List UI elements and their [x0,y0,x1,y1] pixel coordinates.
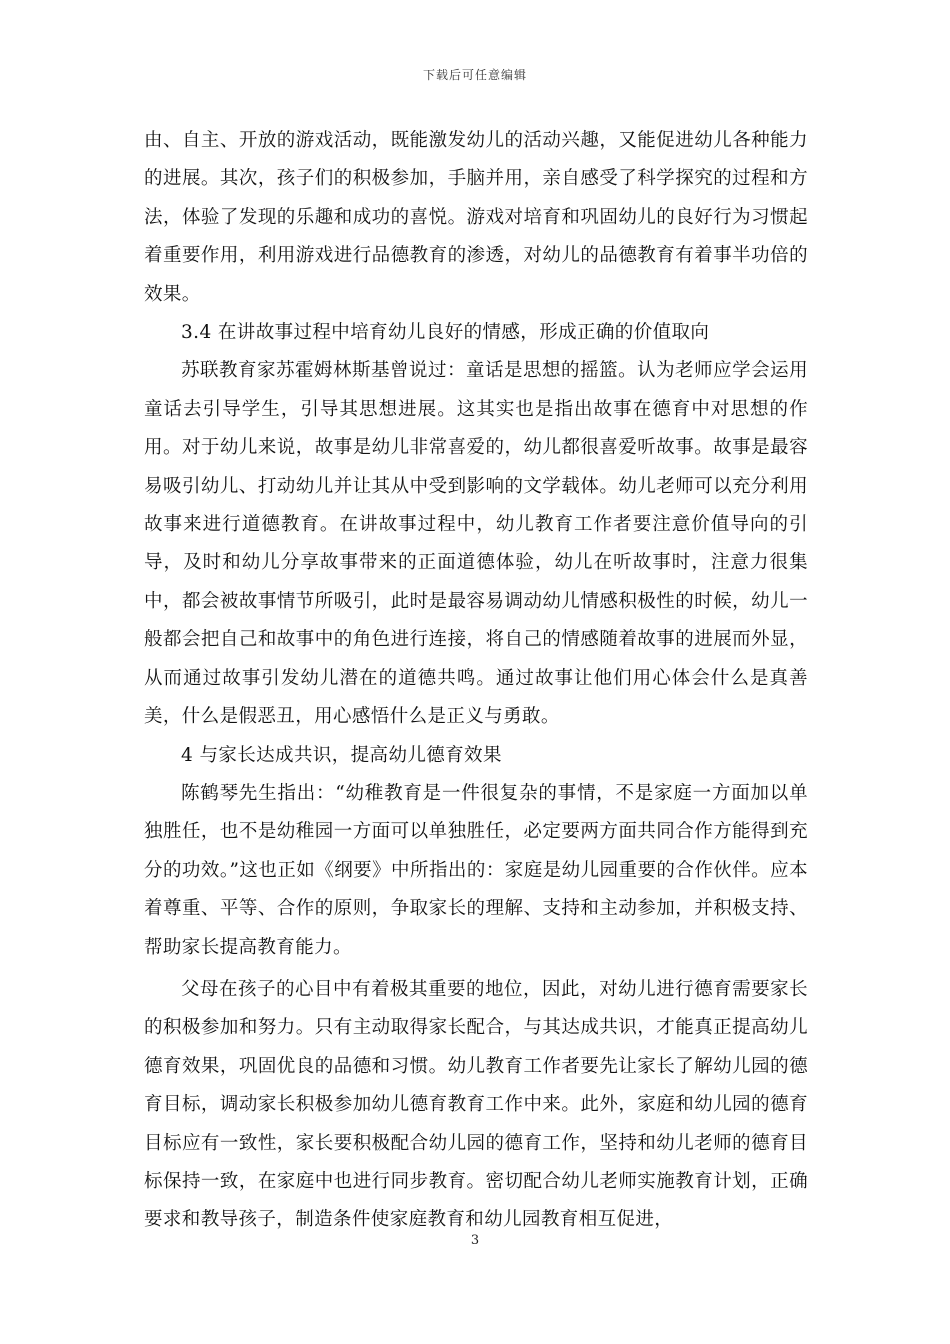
page-header: 下载后可任意编辑 [422,68,527,82]
paragraph-continuation: 由、自主、开放的游戏活动，既能激发幼儿的活动兴趣，又能促进幼儿各种能力的进展。其次，孩子们的积极参加，手脑并用，亲自感受了科学探究的过程和方法，体验了发现的乐趣和成功的喜悦。游戏对培育和巩固幼儿的良好行为习惯起着重要作用，利用游戏进行品德教育的渗透，对幼儿的品德教育有着事半功倍的效果。 [144,130,808,305]
paragraph-chen-heqin-quote: 陈鹤琴先生指出：“幼稚教育是一件很复杂的事情，不是家庭一方面加以单独胜任，也不是幼稚园一方面可以单独胜任，必定要两方面共同合作方能得到充分的功效。”这也正如《纲要》中所指出的：家庭是幼儿园重要的合作伙伴。应本着尊重、平等、合作的原则，争取家长的理解、支持和主动参加，并积极支持、帮助家长提高教育能力。 [144,782,808,958]
page-number: 3 [470,1233,480,1248]
document-body [144,122,808,1240]
section-heading-3-4: 3.4 在讲故事过程中培育幼儿良好的情感，形成正确的价值取向 [181,322,710,344]
paragraph-parents-role: 父母在孩子的心目中有着极其重要的地位，因此，对幼儿进行德育需要家长的积极参加和努力。只有主动取得家长配合，与其达成共识，才能真正提高幼儿德育效果，巩固优良的品德和习惯。幼儿教育工作者要先让家长了解幼儿园的德育目标，调动家长积极参加幼儿德育教育工作中来。此外，家庭和幼儿园的德育目标应有一致性，家长要积极配合幼儿园的德育工作，坚持和幼儿老师的德育目标保持一致，在家庭中也进行同步教育。密切配合幼儿老师实施教育计划，正确要求和教导孩子，制造条件使家庭教育和幼儿园教育相互促进， [144,978,808,1231]
paragraph-story-education: 苏联教育家苏霍姆林斯基曾说过：童话是思想的摇篮。认为老师应学会运用童话去引导学生，引导其思想进展。这其实也是指出故事在德育中对思想的作用。对于幼儿来说，故事是幼儿非常喜爱的，幼儿都很喜爱听故事。故事是最容易吸引幼儿、打动幼儿并让其从中受到影响的文学载体。幼儿老师可以充分利用故事来进行道德教育。在讲故事过程中，幼儿教育工作者要注意价值导向的引导，及时和幼儿分享故事带来的正面道德体验，幼儿在听故事时，注意力很集中，都会被故事情节所吸引，此时是最容易调动幼儿情感积极性的时候，幼儿一般都会把自己和故事中的角色进行连接，将自己的情感随着故事的进展而外显，从而通过故事引发幼儿潜在的道德共鸣。通过故事让他们用心体会什么是真善美，什么是假恶丑，用心感悟什么是正义与勇敢。 [144,360,808,728]
section-heading-4: 4 与家长达成共识，提高幼儿德育效果 [181,744,502,766]
